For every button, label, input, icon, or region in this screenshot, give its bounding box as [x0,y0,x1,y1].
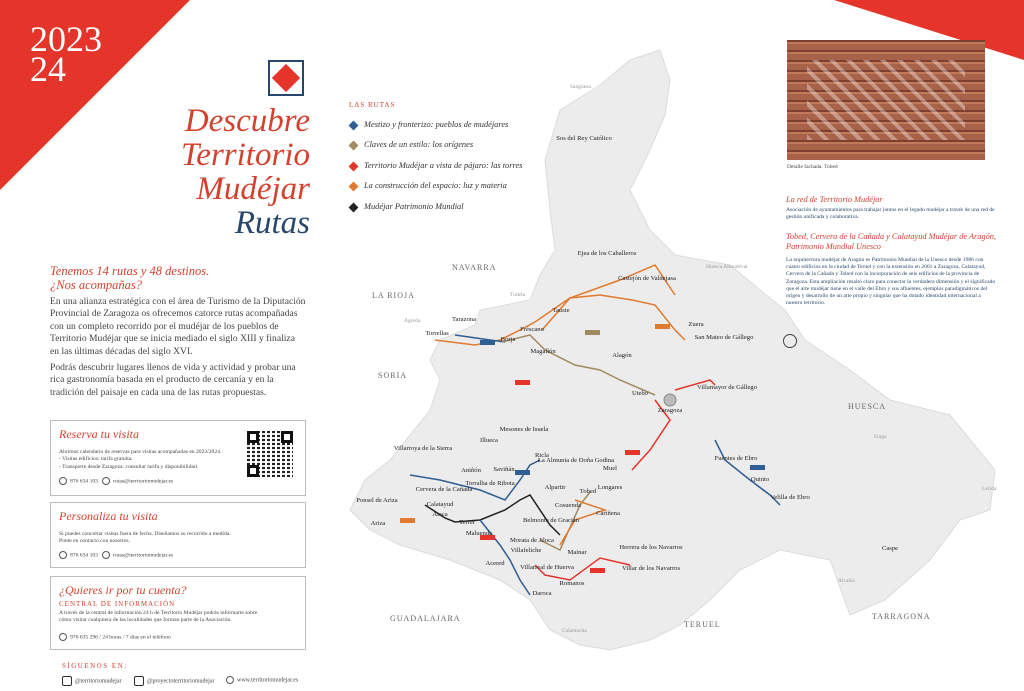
route-badge [480,340,495,345]
town-label: Villamayor de Gállego [696,384,758,391]
place-label: Sangüesa [570,84,591,90]
legend-marker [349,202,359,212]
town-label: Torralba de Ribota [465,480,515,487]
town-label: Romanos [559,580,585,587]
town-label: Mainar [567,549,587,556]
logo-icon [268,60,304,96]
legend-marker [349,161,359,171]
region-label: TERUEL [684,620,721,629]
personaliza-email[interactable]: rutas@territoriomudejar.es [113,552,174,559]
town-label: San Mateo de Gállego [694,334,754,341]
intro-lead: Tenemos 14 rutas y 48 destinos. ¿Nos acompañas? [50,264,210,292]
town-label: Belmonte de Gracián [522,517,580,524]
instagram-icon [62,676,72,686]
town-label: Tauste [552,307,570,314]
route-badge [590,568,605,573]
place-label: Huesca Almudévar [706,264,748,270]
town-label: Zuera [688,321,704,328]
town-label: Ateca [432,511,448,518]
town-label: Acered [485,560,505,567]
legend-marker [349,140,359,150]
aside-heading-1: La red de Territorio Mudéjar [786,195,883,204]
intro-paragraph-2: Podrás descubrir lugares llenos de vida y actividad y probar una rica gastronomía basada en el producto de cercanía y en la tradición del paisaje en cada una de las rutas propuestas. [50,362,296,398]
route-badge [750,465,765,470]
legend-marker [349,181,359,191]
town-label: Cervera de la Cañada [415,486,473,493]
town-label: Tarazona [451,316,477,323]
region-label: HUESCA [848,402,887,411]
unesco-icon [783,334,797,348]
town-label: Illueca [480,437,498,444]
town-label: Borja [500,336,516,343]
personaliza-text: Si puedes concretar visitas fuera de fecha. Diseñamos su recorrido a medida. Ponte en contacto con nosotros. [59,531,231,545]
region-label: LA RIOJA [372,291,415,300]
town-label: Caspe [881,545,899,552]
town-label: Fréscano [520,326,544,333]
email-icon [102,477,110,485]
region-label: TARRAGONA [872,612,931,621]
reserva-heading: Reserva tu visita [59,427,139,441]
town-label: Quinto [750,476,770,483]
town-label: Ricla [535,452,549,459]
phone-icon [59,633,67,641]
personaliza-contact [59,551,299,560]
place-label: Fraga [874,434,887,440]
cuenta-heading: ¿Quieres ir por tu cuenta? [59,583,187,597]
region-label: GUADALAJARA [390,614,461,623]
town-label: Ponsel de Ariza [356,497,398,504]
town-label: Longares [597,484,623,491]
town-label: Villarroya de la Sierra [393,445,453,452]
town-label: Herrera de los Navarros [619,544,683,551]
facebook-link[interactable]: @proyectoterritoriomudejar [134,676,215,686]
personaliza-phone[interactable]: 876 634 103 [70,552,98,559]
year-label: 2023 24 [30,19,102,89]
town-label: Alagón [612,352,632,359]
legend-marker [349,120,359,130]
route-badge [400,518,415,523]
town-label: Magallón [530,348,556,355]
cuenta-box [50,576,306,650]
reserva-phone[interactable]: 876 634 103 [70,478,98,485]
place-label: Alcañiz [838,578,856,584]
place-label: Calamocha [562,628,587,634]
route-badge [585,330,600,335]
personaliza-box [50,502,306,568]
town-label: Terrer [458,519,476,526]
town-label: Ariza [370,520,386,527]
route-badge [625,450,640,455]
reserva-text: Abrimos calendario de reservas para visitas acompañadas en 2023/2024. - Visitas edificios: tarifa gratuita. - Transporte desde Zaragoza: consultar tarifa y disponibilidad. [59,449,222,470]
town-label: Alpartir [544,484,566,491]
region-label: NAVARRA [452,263,497,272]
town-label: Cariñena [596,510,620,517]
town-label: Aniñón [461,467,481,474]
town-label: Utebo [631,390,649,397]
route-badge [515,380,530,385]
town-label: Villafeliche [510,547,542,554]
town-label: Villarreal de Huerva [520,564,574,571]
town-label: Calatayud [426,501,454,508]
cuenta-contact [59,633,299,642]
social-label: SÍGUENOS EN: [62,662,128,670]
route-badge [515,470,530,475]
town-label: Saviñán [493,466,515,473]
town-label: Velilla de Ebro [770,494,810,501]
town-label: Ejea de los Caballeros [577,250,637,257]
legend-item: Mestizo y fronterizo: pueblos de mudéjares [350,120,508,129]
web-icon [226,676,234,684]
email-icon [102,551,110,559]
page-title: Descubre Territorio Mudéjar Rutas [180,103,310,241]
town-label: Sos del Rey Católico [556,135,612,142]
reserva-box [50,420,306,496]
cuenta-phone[interactable]: 976 635 296 / 24 horas / 7 días en el teléfono [70,634,171,641]
town-label: Morata de Jiloca [510,537,554,544]
facade-photo [787,40,985,160]
aside-text-1: Asociación de ayuntamientos para trabajar juntos en el legado mudéjar a través de una red de gestión unificada y colaborativa. [786,207,995,221]
town-label: Muel [603,465,617,472]
town-label: Torrellas [425,330,449,337]
town-label: Cosuenda [554,502,582,509]
town-label: Fuentes de Ebro [714,455,758,462]
aside-heading-2: Tobed, Cervera de la Cañada y Calatayud Mudéjar de Aragón, Patrimonio Mundial Unesco [786,232,996,251]
town-label: Mesones de Isuela [499,426,549,433]
legend-heading: LAS RUTAS [349,101,396,109]
place-label: Ágreda [404,318,421,324]
legend-item: Territorio Mudéjar a vista de pájaro: las torres [350,161,522,170]
town-label: Villar de los Navarros [621,565,681,572]
town-label: Tobed [579,488,597,495]
qr-code-icon[interactable] [247,431,293,477]
instagram-link[interactable]: @territoriomudejar [62,676,122,686]
legend-item: Mudéjar Patrimonio Mundial [350,202,464,211]
facebook-icon [134,676,144,686]
web-link[interactable]: www.territoriomudejar.es [226,676,298,684]
reserva-email[interactable]: rutas@territoriomudejar.es [113,478,174,485]
personaliza-heading: Personaliza tu visita [59,509,158,523]
route-badge [655,324,670,329]
town-label: La Almunia de Doña Godina [537,457,615,464]
cuenta-text: A través de la central de información 24 h de Territorio Mudéjar podrás informarte sobre cómo visitar cualquiera de las localidades que forman parte de la Asociación. [59,610,258,624]
place-label: Tudela [510,292,526,298]
aside-text-2: La arquitectura mudéjar de Aragón es Patrimonio Mundial de la Unesco desde 1986 con cuatro edificios en la ciudad de Teruel y con la extensión en 2001 a Zaragoza, Calatayud, Cervera de la Cañada y Tobed con la incorporación de seis edificios de la provincia de Zaragoza. Esta ampliación resaltó claro para conectar la verdadera dimensión y el significado que el arte mudéjar tiene en el valle del Ebro y sus afluentes, ejemplos paradigmáticos del origen y desarrollo de un arte propio y singular que ha dotado identidad internacional a nuestro territorio. [786,257,996,307]
reserva-contact [59,477,299,486]
town-label: Maluenda [465,530,493,537]
legend-item: Claves de un estilo: los orígenes [350,140,473,149]
phone-icon [59,551,67,559]
town-label: Daroca [532,590,552,597]
photo-caption: Detalle fachada. Tobed [787,164,838,170]
phone-icon [59,477,67,485]
intro-paragraph-1: En una alianza estratégica con el área de Turismo de la Diputación Provincial de Zaragoza os ofrecemos catorce rutas acompañadas con un completo recorrido por el mudéjar de los pueblos de Territorio Mudéjar que se inicia mediado el siglo XIII y finaliza en las últimas décadas del siglo XVI. [50,296,306,357]
region-label: SORIA [378,371,408,380]
town-label: Zaragoza [657,407,683,414]
zaragoza-marker [664,394,676,406]
town-label: Castejón de Valdejasa [618,275,676,282]
cuenta-subheading: CENTRAL DE INFORMACIÓN [59,600,176,608]
legend-item: La construcción del espacio: luz y materia [350,181,507,190]
place-label: Lérida [982,486,997,492]
